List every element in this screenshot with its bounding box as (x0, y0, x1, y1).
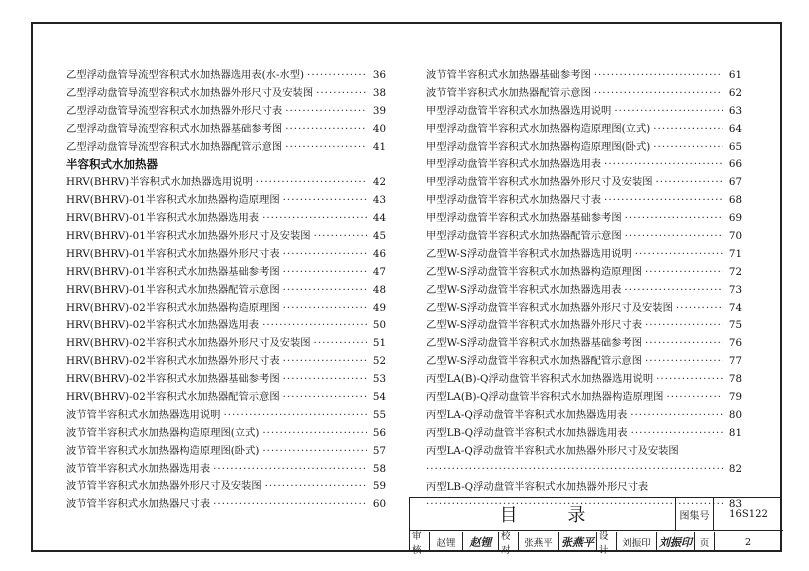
toc-leader-dots (625, 210, 723, 228)
toc-entry-page: 75 (728, 319, 742, 332)
toc-leader-dots (285, 103, 367, 121)
toc-leader-dots (604, 156, 723, 174)
toc-leader-dots (656, 371, 723, 389)
toc-entry-title: 波节管半容积式水加热器构造原理图(卧式) (66, 444, 260, 457)
toc-leader-dots (256, 174, 367, 192)
toc-leader-dots (265, 478, 367, 496)
toc-entry[interactable] (426, 103, 742, 121)
toc-leader-dots (283, 246, 367, 264)
toc-entry[interactable] (66, 264, 386, 282)
toc-leader-dots (213, 496, 367, 514)
toc-entry-title: 乙型W-S浮动盘管半容积式水加热器外形尺寸表 (426, 319, 643, 332)
toc-leader-dots (307, 67, 367, 85)
toc-entry-title: 丙型LA-Q浮动盘管半容积式水加热器选用表 (426, 408, 628, 421)
toc-leader-dots (213, 461, 367, 479)
toc-entry-page: 41 (372, 140, 386, 153)
toc-entry-page: 40 (372, 122, 386, 135)
toc-entry[interactable] (66, 246, 386, 264)
toc-entry[interactable] (66, 371, 386, 389)
checker-name: 张燕平 (519, 532, 559, 552)
toc-leader-dots (666, 389, 723, 407)
title-block (409, 497, 782, 556)
toc-entry-page: 62 (728, 86, 742, 99)
toc-entry[interactable] (426, 121, 742, 139)
toc-entry[interactable] (426, 389, 742, 407)
toc-leader-dots (631, 425, 723, 443)
toc-entry-title: HRV(BHRV)-02半容积式水加热器外形尺寸及安装图 (66, 337, 311, 350)
toc-entry[interactable] (66, 121, 386, 139)
toc-entry[interactable] (66, 496, 386, 514)
toc-entry[interactable] (426, 264, 742, 282)
toc-entry-title: HRV(BHRV)-02半容积式水加热器构造原理图 (66, 301, 280, 314)
toc-entry-page: 45 (372, 230, 386, 242)
toc-entry-page: 39 (372, 104, 386, 117)
toc-leader-dots (314, 228, 367, 246)
toc-entry[interactable] (426, 443, 742, 479)
atlas-number: 16S122 (714, 498, 783, 531)
toc-left-column (66, 67, 386, 514)
toc-leader-dots (635, 246, 723, 264)
designer-name: 刘振印 (617, 532, 657, 552)
toc-entry-title: 乙型W-S浮动盘管半容积式水加热器选用说明 (426, 247, 632, 260)
toc-entry-page: 81 (728, 426, 742, 439)
toc-entry-title: 甲型浮动盘管半容积式水加热器配管示意图 (426, 230, 622, 242)
toc-leader-dots (625, 228, 723, 246)
toc-entry-page: 36 (372, 68, 386, 81)
toc-entry-page: 76 (728, 337, 742, 350)
toc-entry-page: 57 (372, 444, 386, 457)
toc-entry-title: HRV(BHRV)-02半容积式水加热器选用表 (66, 319, 260, 332)
toc-entry-page: 49 (372, 301, 386, 314)
toc-entry-title: 乙型W-S浮动盘管半容积式水加热器基础参考图 (426, 337, 643, 350)
toc-entry-title: 波节管半容积式水加热器配管示意图 (426, 86, 591, 99)
toc-leader-dots (285, 121, 367, 139)
toc-section-heading: 半容积式水加热器 (66, 157, 158, 172)
toc-entry[interactable] (66, 139, 386, 157)
toc-entry-title: 甲型浮动盘管半容积式水加热器外形尺寸及安装图 (426, 176, 653, 189)
toc-entry[interactable] (426, 139, 742, 157)
toc-entry-page: 63 (728, 104, 742, 117)
toc-entry[interactable] (426, 300, 742, 318)
toc-entry-title: HRV(BHRV)-01半容积式水加热器配管示意图 (66, 283, 280, 296)
toc-leader-dots (283, 353, 367, 371)
toc-leader-dots (262, 210, 367, 228)
toc-leader-dots (676, 300, 723, 318)
toc-entry-page: 53 (372, 373, 386, 386)
toc-entry-title: 乙型浮动盘管导流型容积式水加热器选用表(水-水型) (66, 68, 305, 81)
toc-entry[interactable] (66, 389, 386, 407)
toc-entry[interactable] (426, 85, 742, 103)
toc-entry-page: 82 (728, 462, 742, 475)
toc-entry[interactable] (426, 425, 742, 443)
toc-entry-page: 83 (728, 498, 742, 511)
toc-entry[interactable] (66, 478, 386, 496)
toc-entry-title: 丙型LB-Q浮动盘管半容积式水加热器外形尺寸表 (426, 480, 649, 493)
toc-leader-dots (314, 335, 367, 353)
toc-entry[interactable] (426, 192, 742, 210)
toc-entry-title: HRV(BHRV)-01半容积式水加热器外形尺寸及安装图 (66, 230, 311, 242)
toc-entry-page: 77 (728, 355, 742, 368)
toc-entry-title: HRV(BHRV)-01半容积式水加热器外形尺寸表 (66, 247, 280, 260)
toc-entry-title: HRV(BHRV)半容积式水加热器选用说明 (66, 176, 253, 189)
toc-entry-title: HRV(BHRV)-02半容积式水加热器配管示意图 (66, 391, 280, 404)
toc-entry-page: 58 (372, 462, 386, 475)
toc-entry-page: 67 (728, 176, 742, 189)
page-number: 2 (744, 536, 752, 548)
toc-entry-page: 48 (372, 283, 386, 296)
toc-entry-page: 68 (728, 194, 742, 207)
toc-leader-dots (630, 407, 723, 425)
toc-entry-page: 55 (372, 408, 386, 421)
toc-entry[interactable] (426, 371, 742, 389)
toc-entry[interactable] (426, 174, 742, 192)
page-label: 页 (695, 532, 715, 552)
toc-leader-dots (262, 443, 367, 461)
toc-entry-page: 43 (372, 194, 386, 207)
toc-entry-page: 71 (728, 247, 742, 260)
toc-entry-page: 73 (728, 283, 742, 296)
toc-entry-title: HRV(BHRV)-02半容积式水加热器外形尺寸表 (66, 355, 280, 368)
toc-entry-page: 66 (728, 158, 742, 171)
toc-leader-dots (594, 85, 723, 103)
toc-leader-dots (283, 282, 367, 300)
page-title: 目 录 (410, 498, 676, 531)
toc-entry[interactable] (426, 335, 742, 353)
toc-entry-title: 丙型LA(B)-Q浮动盘管半容积式水加热器选用说明 (426, 373, 654, 386)
toc-entry-title: 甲型浮动盘管半容积式水加热器基础参考图 (426, 212, 622, 225)
toc-entry-title: 乙型浮动盘管导流型容积式水加热器基础参考图 (66, 122, 283, 135)
toc-entry[interactable] (426, 246, 742, 264)
reviewer-name: 赵锂 (430, 532, 463, 552)
toc-entry-title: 波节管半容积式水加热器尺寸表 (66, 498, 211, 511)
toc-entry-page: 56 (372, 426, 386, 439)
toc-entry-page: 61 (728, 68, 742, 81)
toc-entry[interactable] (426, 317, 742, 335)
toc-entry-page: 69 (728, 212, 742, 225)
toc-entry-page: 47 (372, 265, 386, 278)
toc-entry-page: 65 (728, 140, 742, 153)
toc-entry-title: 甲型浮动盘管半容积式水加热器选用表 (426, 158, 602, 171)
toc-leader-dots (283, 300, 367, 318)
toc-entry-page: 80 (728, 408, 742, 421)
toc-entry-title: HRV(BHRV)-01半容积式水加热器构造原理图 (66, 194, 280, 207)
toc-entry[interactable] (426, 156, 742, 174)
toc-leader-dots (653, 139, 723, 157)
toc-entry-page: 79 (728, 391, 742, 404)
toc-entry-title: 乙型W-S浮动盘管半容积式水加热器选用表 (426, 283, 622, 296)
toc-entry-title: 丙型LA-Q浮动盘管半容积式水加热器外形尺寸及安装图 (426, 444, 679, 457)
designer-signature: 刘振印 (657, 532, 695, 552)
toc-entry[interactable] (426, 210, 742, 228)
toc-entry-title: HRV(BHRV)-01半容积式水加热器选用表 (66, 212, 260, 225)
toc-entry-page: 44 (372, 212, 386, 225)
toc-leader-dots (614, 103, 723, 121)
toc-entry-title: 甲型浮动盘管半容积式水加热器构造原理图(卧式) (426, 140, 651, 153)
toc-entry[interactable] (66, 228, 386, 246)
toc-leader-dots (645, 353, 723, 371)
reviewer-signature: 赵锂 (463, 532, 499, 552)
toc-entry[interactable] (66, 443, 386, 461)
toc-entry-title: HRV(BHRV)-01半容积式水加热器基础参考图 (66, 265, 280, 278)
toc-leader-dots (624, 282, 723, 300)
toc-entry-title: 波节管半容积式水加热器构造原理图(立式) (66, 426, 260, 439)
toc-entry-title: 甲型浮动盘管半容积式水加热器构造原理图(立式) (426, 122, 651, 135)
toc-leader-dots (653, 121, 723, 139)
toc-leader-dots (285, 139, 367, 157)
toc-entry-page: 54 (372, 391, 386, 404)
toc-entry[interactable] (66, 335, 386, 353)
toc-entry-title: HRV(BHRV)-02半容积式水加热器基础参考图 (66, 373, 280, 386)
toc-entry-page: 52 (372, 355, 386, 368)
toc-entry-page: 64 (728, 122, 742, 135)
toc-leader-dots (645, 335, 723, 353)
toc-entry-title: 乙型浮动盘管导流型容积式水加热器外形尺寸及安装图 (66, 86, 314, 99)
toc-entry[interactable] (66, 282, 386, 300)
toc-leader-dots (223, 407, 367, 425)
toc-entry[interactable] (426, 353, 742, 371)
toc-entry-page: 51 (372, 337, 386, 350)
toc-entry[interactable] (66, 210, 386, 228)
toc-entry-title: 乙型W-S浮动盘管半容积式水加热器配管示意图 (426, 355, 643, 368)
toc-right-column (426, 67, 742, 514)
toc-entry-page: 42 (372, 176, 386, 189)
signature-row (410, 531, 781, 556)
toc-entry[interactable] (426, 282, 742, 300)
toc-entry-title: 波节管半容积式水加热器选用表 (66, 462, 211, 475)
atlas-label: 图集号 (676, 498, 714, 531)
toc-entry-title: 波节管半容积式水加热器外形尺寸及安装图 (66, 480, 262, 493)
toc-entry-page: 46 (372, 247, 386, 260)
toc-entry-title: 乙型W-S浮动盘管半容积式水加热器外形尺寸及安装图 (426, 301, 673, 314)
toc-leader-dots (283, 264, 367, 282)
design-label: 设计 (597, 532, 617, 552)
toc-entry[interactable] (66, 103, 386, 121)
toc-entry[interactable] (66, 192, 386, 210)
toc-entry[interactable] (426, 407, 742, 425)
toc-leader-dots (262, 317, 367, 335)
toc-entry[interactable] (66, 425, 386, 443)
toc-leader-dots (656, 174, 723, 192)
toc-entry-page: 50 (372, 319, 386, 332)
toc-entry[interactable] (66, 85, 386, 103)
toc-leader-dots (594, 67, 723, 85)
toc-entry[interactable] (426, 228, 742, 246)
toc-entry-page: 78 (728, 373, 742, 386)
toc-leader-dots (426, 461, 723, 479)
toc-entry-page: 74 (728, 301, 742, 314)
toc-entry-title: 丙型LA(B)-Q浮动盘管半容积式水加热器构造原理图 (426, 391, 664, 404)
toc-entry[interactable] (426, 67, 742, 85)
toc-entry-title: 甲型浮动盘管半容积式水加热器尺寸表 (426, 194, 602, 207)
toc-leader-dots (645, 264, 723, 282)
toc-entry[interactable] (66, 407, 386, 425)
toc-entry-title: 丙型LB-Q浮动盘管半容积式水加热器选用表 (426, 426, 628, 439)
toc-entry-title: 乙型W-S浮动盘管半容积式水加热器构造原理图 (426, 265, 643, 278)
toc-entry-title: 甲型浮动盘管半容积式水加热器选用说明 (426, 104, 612, 117)
toc-entry[interactable] (66, 461, 386, 479)
toc-leader-dots (283, 192, 367, 210)
checker-signature: 张燕平 (559, 532, 597, 552)
toc-leader-dots (262, 425, 367, 443)
toc-entry-page: 59 (372, 480, 386, 493)
toc-entry[interactable] (66, 174, 386, 192)
review-label: 审核 (410, 532, 430, 552)
toc-leader-dots (645, 317, 723, 335)
toc-entry-title: 波节管半容积式水加热器选用说明 (66, 408, 221, 421)
toc-leader-dots (316, 85, 367, 103)
toc-entry-title: 乙型浮动盘管导流型容积式水加热器配管示意图 (66, 140, 283, 153)
toc-entry-page: 72 (728, 265, 742, 278)
toc-leader-dots (604, 192, 723, 210)
toc-entry-page: 60 (372, 498, 386, 511)
toc-entry[interactable] (66, 67, 386, 85)
check-label: 校对 (499, 532, 519, 552)
toc-entry[interactable] (66, 353, 386, 371)
toc-entry[interactable] (66, 300, 386, 318)
toc-entry-page: 70 (728, 230, 742, 242)
toc-entry-title: 乙型浮动盘管导流型容积式水加热器外形尺寸表 (66, 104, 283, 117)
toc-entry-page: 38 (372, 86, 386, 99)
toc-entry[interactable] (66, 317, 386, 335)
toc-leader-dots (283, 389, 367, 407)
toc-entry-title: 波节管半容积式水加热器基础参考图 (426, 68, 591, 81)
toc-leader-dots (283, 371, 367, 389)
